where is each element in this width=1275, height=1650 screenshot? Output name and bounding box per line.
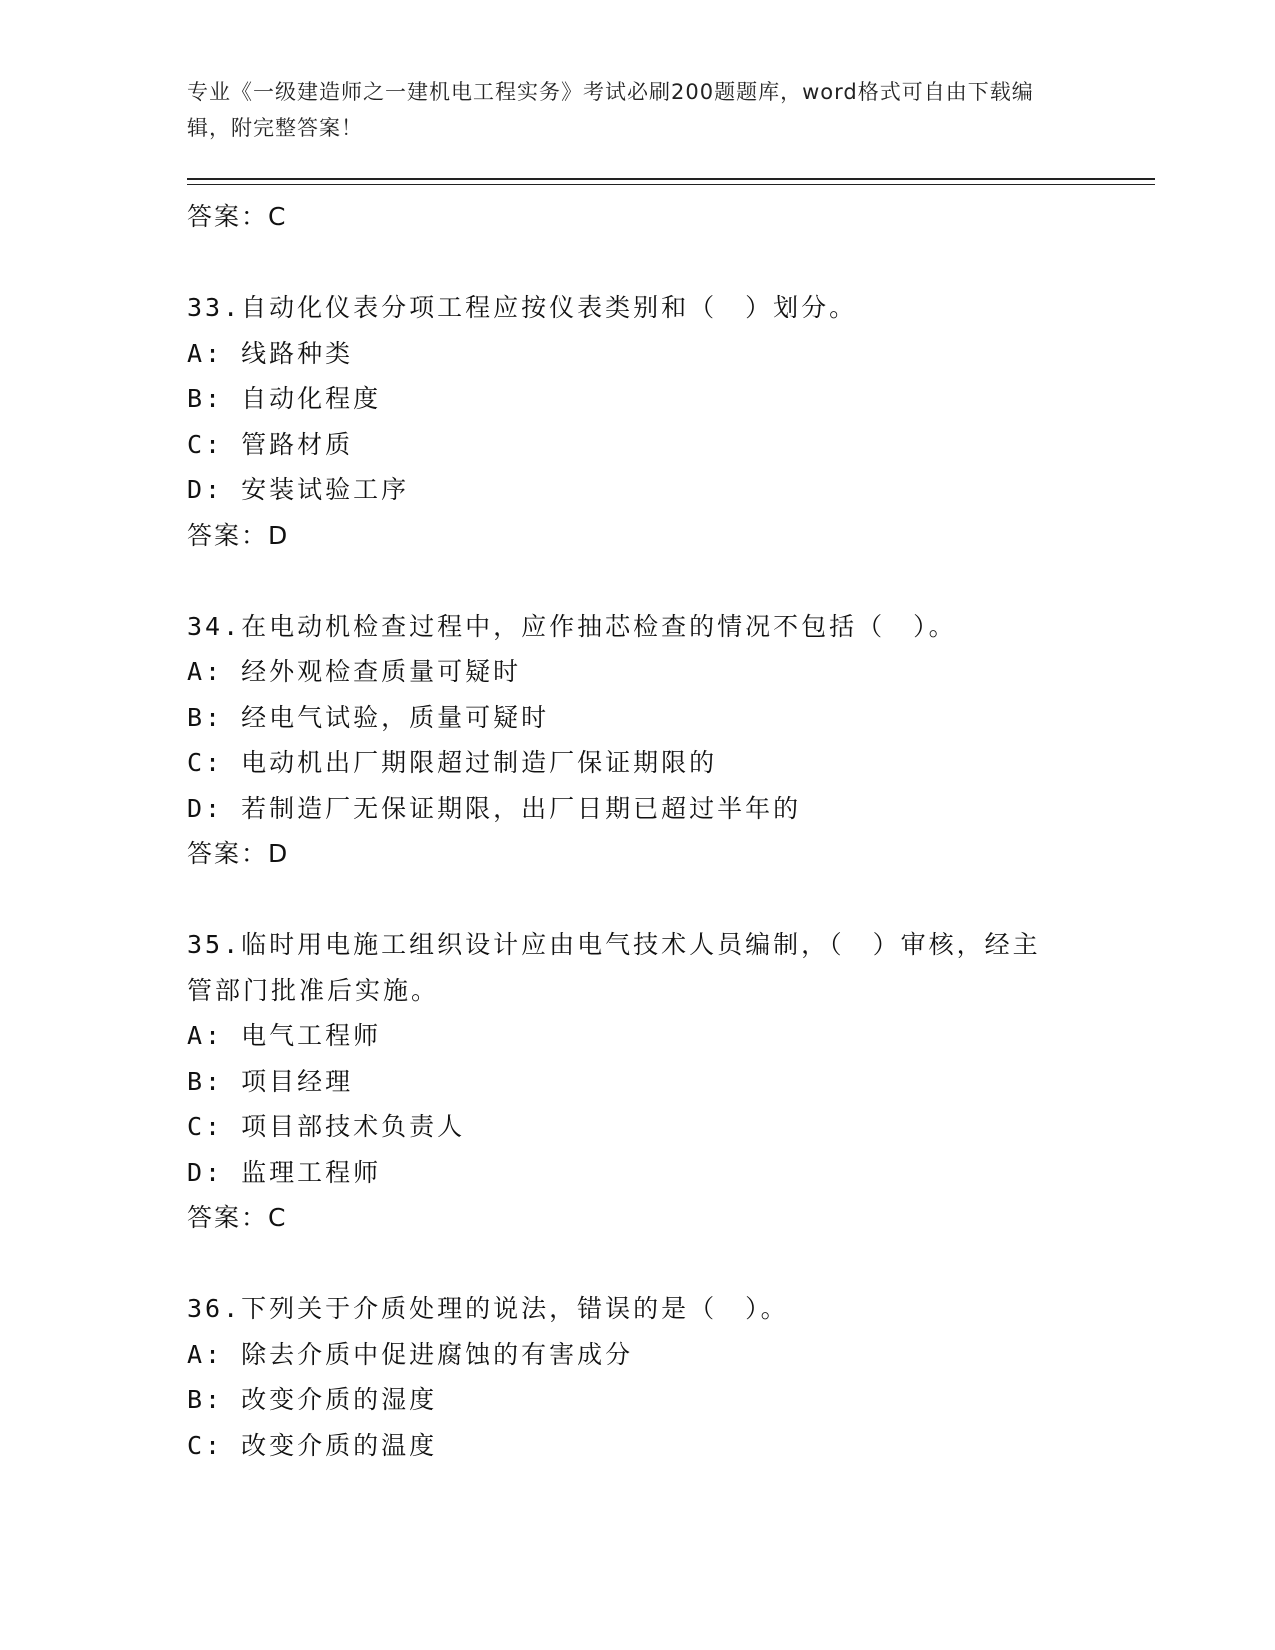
question-35	[187, 922, 1087, 1241]
option-c: C: 管路材质	[187, 429, 354, 459]
question-list	[187, 194, 1087, 1468]
option-b: B: 改变介质的湿度	[187, 1385, 438, 1414]
question-36	[187, 1286, 1087, 1468]
document-header: 专业《一级建造师之一建机电工程实务》考试必刷200题题库，word格式可自由下载编辑，附完整答案！	[187, 80, 1034, 140]
answer-line: 答案：D	[187, 839, 290, 868]
spacer	[187, 877, 1087, 923]
answer-line: 答案：C	[187, 1203, 288, 1232]
spacer	[187, 1241, 1087, 1287]
option-c: C: 改变介质的温度	[187, 1430, 438, 1460]
option-a: A: 除去介质中促进腐蚀的有害成分	[187, 1339, 634, 1369]
spacer	[187, 558, 1087, 604]
option-a: A: 线路种类	[187, 338, 354, 368]
option-b: B: 自动化程度	[187, 384, 382, 413]
question-34	[187, 604, 1087, 877]
option-a: A: 经外观检查质量可疑时	[187, 657, 522, 686]
option-d: D: 监理工程师	[187, 1157, 382, 1187]
question-33	[187, 285, 1087, 558]
option-b: B: 项目经理	[187, 1066, 354, 1096]
header-rule-thin	[187, 184, 1155, 185]
header-rule-thick	[187, 178, 1155, 180]
question-stem: 33.自动化仪表分项工程应按仪表类别和（ ）划分。	[187, 293, 858, 322]
question-stem: 36.下列关于介质处理的说法，错误的是（ ）。	[187, 1294, 789, 1323]
answer-line: 答案：D	[187, 520, 290, 550]
option-c: C: 电动机出厂期限超过制造厂保证期限的	[187, 748, 718, 777]
option-b: B: 经电气试验，质量可疑时	[187, 702, 550, 732]
question-stem-line-2: 管部门批准后实施。	[187, 975, 440, 1005]
option-d: D: 安装试验工序	[187, 475, 410, 504]
spacer	[187, 240, 1087, 286]
option-d: D: 若制造厂无保证期限，出厂日期已超过半年的	[187, 793, 802, 823]
option-a: A: 电气工程师	[187, 1021, 382, 1050]
question-stem-line-1: 35.临时用电施工组织设计应由电气技术人员编制，（ ）审核，经主	[187, 930, 1041, 959]
answer-line: 答案：C	[187, 202, 288, 231]
question-stem: 34.在电动机检查过程中，应作抽芯检查的情况不包括（ ）。	[187, 611, 957, 641]
option-c: C: 项目部技术负责人	[187, 1112, 466, 1141]
